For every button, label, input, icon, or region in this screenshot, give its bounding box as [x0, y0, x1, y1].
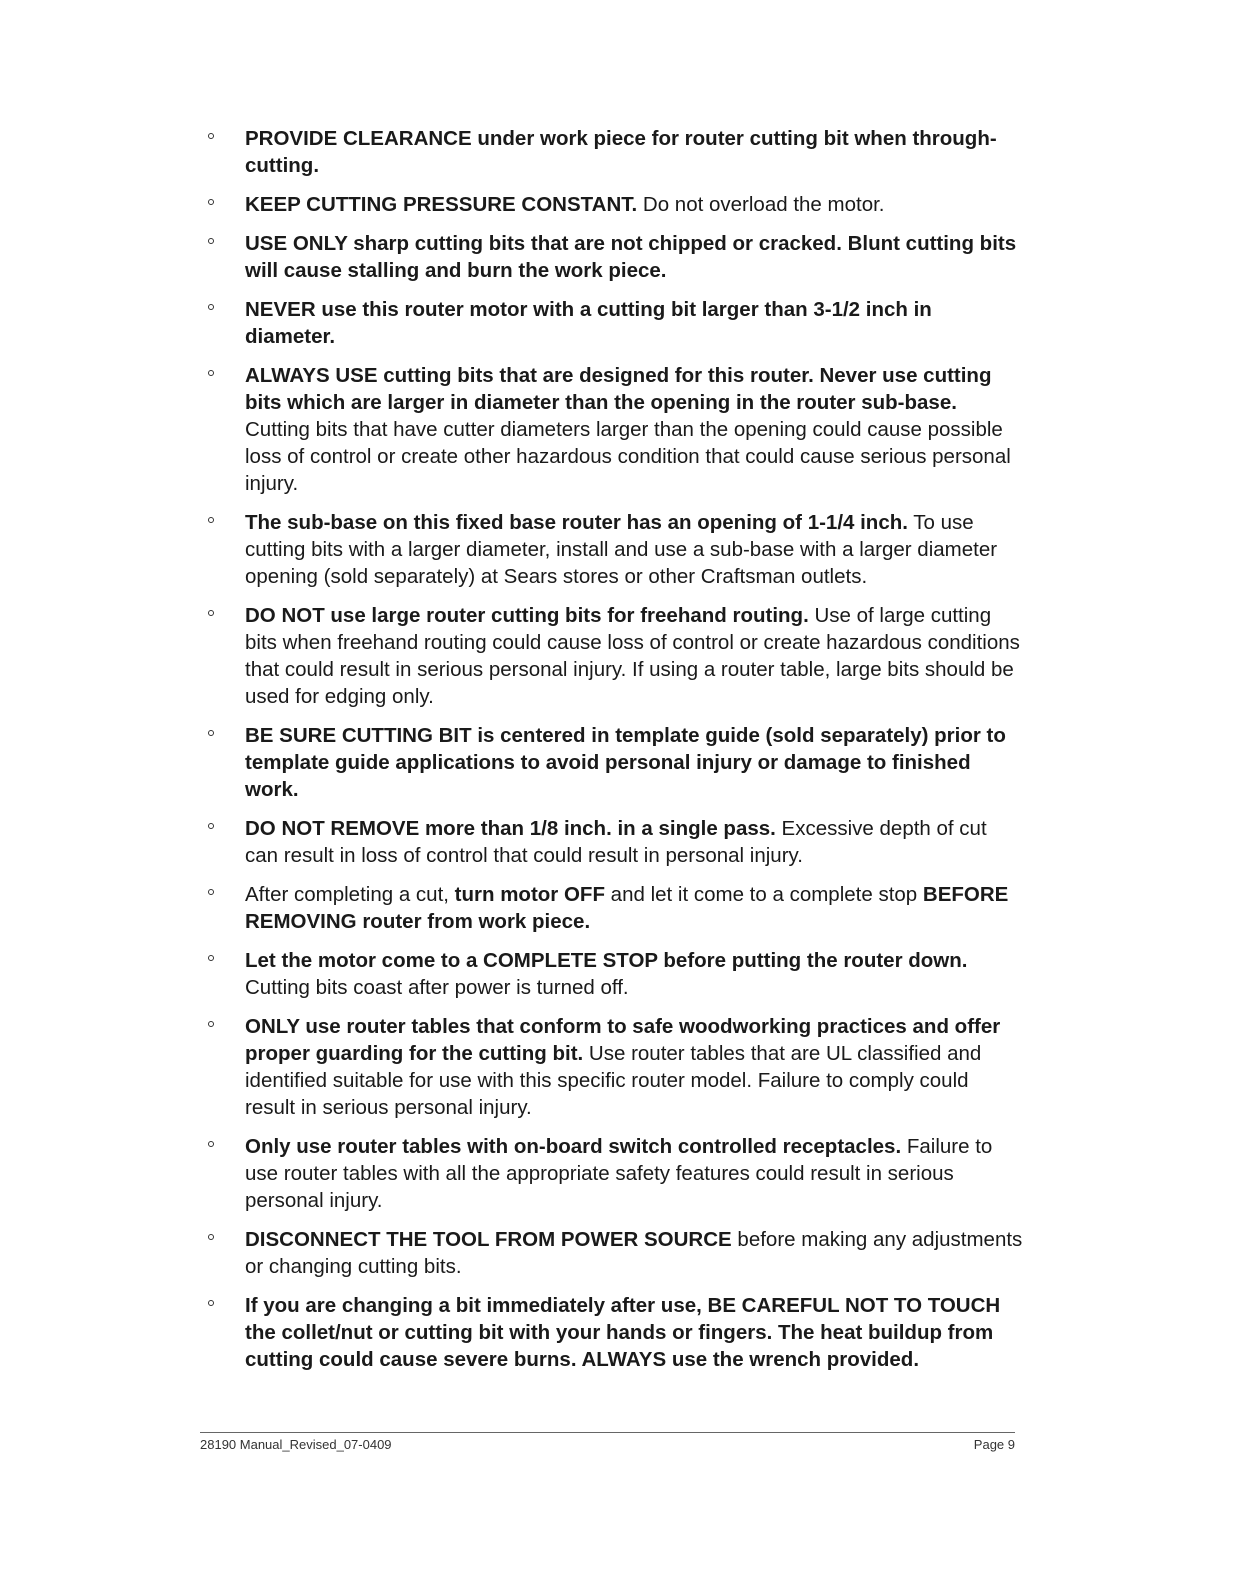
item-bold-text: NEVER use this router motor with a cutting bit larger than 3-1/2 inch in diameter.: [245, 298, 932, 348]
bullet-icon: [208, 517, 214, 523]
list-item: [208, 722, 1023, 803]
item-bold-text: The sub-base on this fixed base router has an opening of 1-1/4 inch.: [245, 511, 908, 534]
list-item: [208, 362, 1023, 497]
list-item: [208, 191, 1023, 218]
list-item: [208, 947, 1023, 1001]
item-bold-text: DO NOT use large router cutting bits for freehand routing.: [245, 604, 809, 627]
bullet-icon: [208, 889, 214, 895]
item-bold-text: If you are changing a bit immediately after use, BE CAREFUL NOT TO TOUCH the collet/nut or cutting bit with your hands or fingers. The heat buildup from cutting could cause severe burns. ALWAYS use the wrench provided.: [245, 1294, 1001, 1371]
item-bold-text: DO NOT REMOVE more than 1/8 inch. in a single pass.: [245, 817, 776, 840]
bullet-icon: [208, 238, 214, 244]
item-text: Excessive depth of cut can result in loss of control that could result in personal injury.: [245, 817, 987, 867]
item-text: To use cutting bits with a larger diameter, install and use a sub-base with a larger diameter opening (sold separately) at Sears stores or other Craftsman outlets.: [245, 511, 998, 588]
bullet-icon: [208, 955, 214, 961]
item-text: Use of large cutting bits when freehand routing could cause loss of control or create hazardous conditions that could result in serious personal injury. If using a router table, large bits should be used for edging only.: [245, 604, 1020, 708]
list-item: [208, 230, 1023, 284]
bullet-icon: [208, 199, 214, 205]
item-bold-text: ALWAYS USE cutting bits that are designed for this router. Never use cutting bits which are larger in diameter than the opening in the router sub-base.: [245, 364, 992, 414]
item-text: Failure to use router tables with all the appropriate safety features could result in serious personal injury.: [245, 1135, 993, 1212]
bullet-icon: [208, 370, 214, 376]
safety-rules-list: [208, 125, 1023, 1385]
item-bold-text: DISCONNECT THE TOOL FROM POWER SOURCE: [245, 1228, 732, 1251]
item-text: After completing a cut,: [245, 883, 455, 906]
bullet-icon: [208, 1141, 214, 1147]
list-item: [208, 296, 1023, 350]
item-bold-text: turn motor OFF: [454, 883, 605, 906]
list-item: [208, 1013, 1023, 1121]
bullet-icon: [208, 610, 214, 616]
list-item: [208, 509, 1023, 590]
bullet-icon: [208, 1300, 214, 1306]
list-item: [208, 1226, 1023, 1280]
item-bold-text: KEEP CUTTING PRESSURE CONSTANT.: [245, 193, 638, 216]
bullet-icon: [208, 823, 214, 829]
item-text: Cutting bits that have cutter diameters larger than the opening could cause possible loss of control or create other hazardous condition that could cause serious personal injury.: [245, 418, 1011, 495]
item-bold-text: Only use router tables with on-board switch controlled receptacles.: [245, 1135, 902, 1158]
bullet-icon: [208, 304, 214, 310]
list-item: [208, 602, 1023, 710]
item-bold-text: BE SURE CUTTING BIT is centered in template guide (sold separately) prior to template guide applications to avoid personal injury or damage to finished work.: [245, 724, 1006, 801]
bullet-icon: [208, 730, 214, 736]
item-text: Use router tables that are UL classified and identified suitable for use with this specific router model. Failure to comply could result in serious personal injury.: [245, 1042, 982, 1119]
item-bold-text: BEFORE REMOVING router from work piece.: [245, 883, 1009, 933]
list-item: [208, 1133, 1023, 1214]
footer-document-id: 28190 Manual_Revised_07-0409: [200, 1437, 392, 1452]
footer-page-number: Page 9: [973, 1437, 1015, 1452]
item-text: before making any adjustments or changing cutting bits.: [245, 1228, 1023, 1278]
list-item: [208, 125, 1023, 179]
item-text: Do not overload the motor.: [637, 193, 885, 216]
item-bold-text: USE ONLY sharp cutting bits that are not chipped or cracked. Blunt cutting bits will cause stalling and burn the work piece.: [245, 232, 1017, 282]
item-bold-text: PROVIDE CLEARANCE under work piece for router cutting bit when through-cutting.: [245, 127, 997, 177]
item-bold-text: Let the motor come to a COMPLETE STOP before putting the router down.: [245, 949, 968, 972]
item-text: and let it come to a complete stop: [604, 883, 923, 906]
bullet-icon: [208, 1234, 214, 1240]
bullet-icon: [208, 133, 214, 139]
list-item: [208, 881, 1023, 935]
item-bold-text: ONLY use router tables that conform to safe woodworking practices and offer proper guarding for the cutting bit.: [245, 1015, 1001, 1065]
footer-divider: [200, 1432, 1015, 1433]
list-item: [208, 815, 1023, 869]
list-item: [208, 1292, 1023, 1373]
item-text: Cutting bits coast after power is turned off.: [245, 976, 629, 999]
bullet-icon: [208, 1021, 214, 1027]
